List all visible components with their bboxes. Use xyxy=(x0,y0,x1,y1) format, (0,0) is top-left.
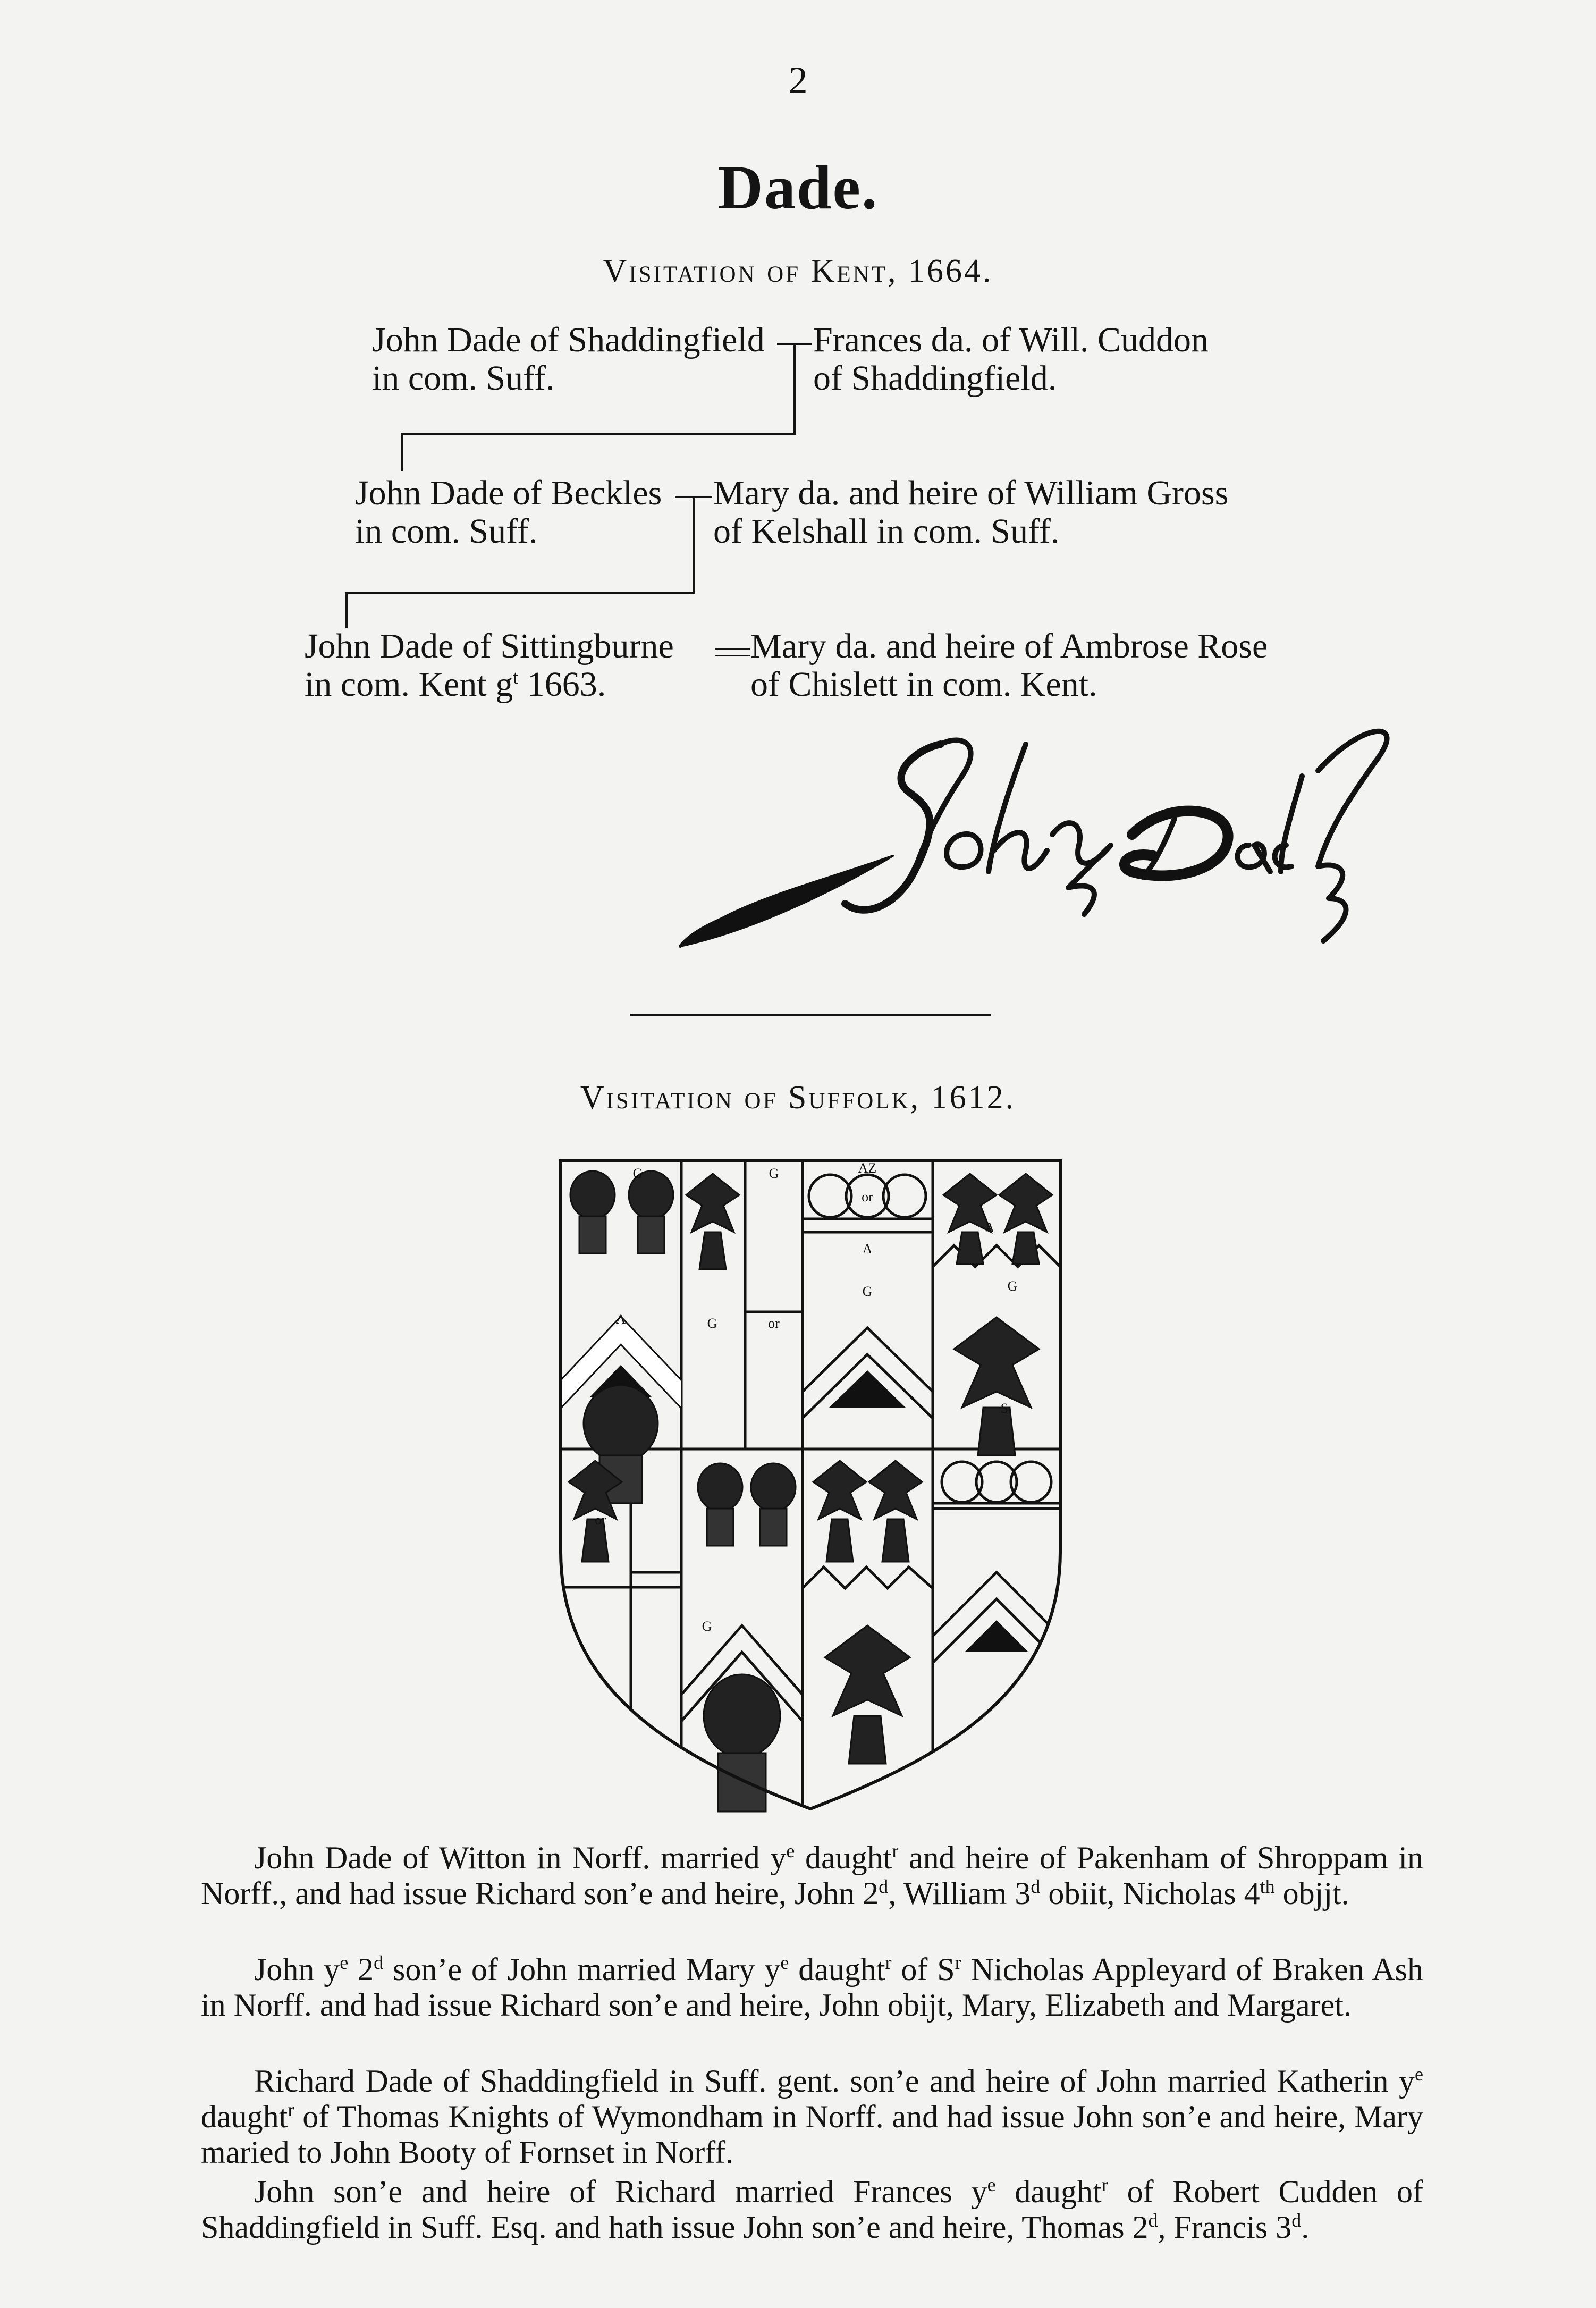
gen2-husband-line2: in com. Suff. xyxy=(355,512,538,551)
svg-text:A: A xyxy=(984,1220,995,1235)
gen3-wife-line1: Mary da. and heire of Ambrose Rose xyxy=(750,627,1268,666)
gen2-wife-line2: of Kelshall in com. Suff. xyxy=(713,512,1060,551)
svg-text:AZ: AZ xyxy=(858,1160,877,1176)
section-divider xyxy=(630,1014,991,1016)
svg-text:G: G xyxy=(632,1166,643,1181)
gen2-wife-line1: Mary da. and heire of William Gross xyxy=(713,474,1229,512)
gen3-husband-line2: in com. Kent $g^t$ 1663. xyxy=(305,665,606,704)
marriage-line xyxy=(715,648,750,650)
paragraph-1: John Dade of Witton in Norff. married $y^e$ daught$^r$ and heire of Pakenham of Shroppam in Norff., and had issue Richard son’e and heire, John 2$^d$, William 3$^d$ obiit, Nicholas 4th objjt. xyxy=(201,1840,1423,1911)
child-line xyxy=(401,433,403,471)
family-title: Dade. xyxy=(717,153,879,222)
kent-visitation-heading: Visitation of Kent, 1664. xyxy=(603,253,993,289)
svg-text:or: or xyxy=(862,1189,873,1204)
page-number: 2 xyxy=(788,59,808,102)
gen3-wife-line2: of Chislett in com. Kent. xyxy=(750,665,1097,704)
gen2-wife xyxy=(713,474,1228,551)
gen1-wife xyxy=(813,321,1209,398)
svg-text:G: G xyxy=(707,1316,717,1331)
gen3-wife xyxy=(750,627,1268,704)
svg-text:or: or xyxy=(595,1512,606,1528)
svg-text:or: or xyxy=(768,1316,780,1331)
gen1-husband xyxy=(372,321,765,398)
gen2-husband xyxy=(355,474,662,551)
paragraph-2: John $y^e$ 2$^d$ son’e of John married Mary $y^e$ daught$^r$ of $S^r$ Nicholas Appleyard of Braken Ash in Norff. and had issue Richard son’e and heire, John obijt, Mary, Elizabeth and Margaret. xyxy=(201,1952,1423,2023)
svg-text:A: A xyxy=(615,1311,626,1327)
gen3-husband-line1: John Dade of Sittingburne xyxy=(305,627,674,666)
svg-text:A: A xyxy=(862,1241,873,1257)
svg-text:G: G xyxy=(862,1284,873,1299)
marriage-line xyxy=(715,655,750,656)
descent-line xyxy=(793,343,796,434)
suffolk-visitation-heading: Visitation of Suffolk, 1612. xyxy=(580,1080,1016,1116)
paragraph-3: Richard Dade of Shaddingfield in Suff. gent. son’e and heire of John married Katherin $y^e$ daught$^r$ of Thomas Knights of Wymondham in Norff. and had issue John son’e and heire, Mary maried to John Booty of Fornset in Norff. xyxy=(201,2063,1423,2170)
child-line xyxy=(345,592,348,628)
john-dade-signature xyxy=(664,712,1419,989)
svg-text:G: G xyxy=(1007,1278,1018,1294)
paragraph-4: John son’e and heire of Richard married Frances $y^e$ daught$^r$ of Robert Cudden of Shaddingfield in Suff. Esq. and hath issue John son’e and heire, Thomas 2$^d$, Francis 3$^d$. xyxy=(201,2174,1423,2245)
svg-text:G: G xyxy=(702,1619,712,1634)
gen1-husband-line1: John Dade of Shaddingfield xyxy=(372,321,765,359)
svg-text:G: G xyxy=(769,1166,779,1181)
gen2-husband-line1: John Dade of Beckles xyxy=(355,474,662,512)
gen1-husband-line2: in com. Suff. xyxy=(372,359,555,398)
gen3-husband xyxy=(305,627,674,704)
gen1-wife-line2: of Shaddingfield. xyxy=(813,359,1057,398)
sibling-bar xyxy=(401,433,796,435)
sibling-bar xyxy=(345,592,695,594)
coat-of-arms xyxy=(558,1158,1063,1813)
svg-text:S: S xyxy=(1000,1401,1009,1416)
descent-line xyxy=(693,496,695,593)
gen1-wife-line1: Frances da. of Will. Cuddon xyxy=(813,321,1209,359)
